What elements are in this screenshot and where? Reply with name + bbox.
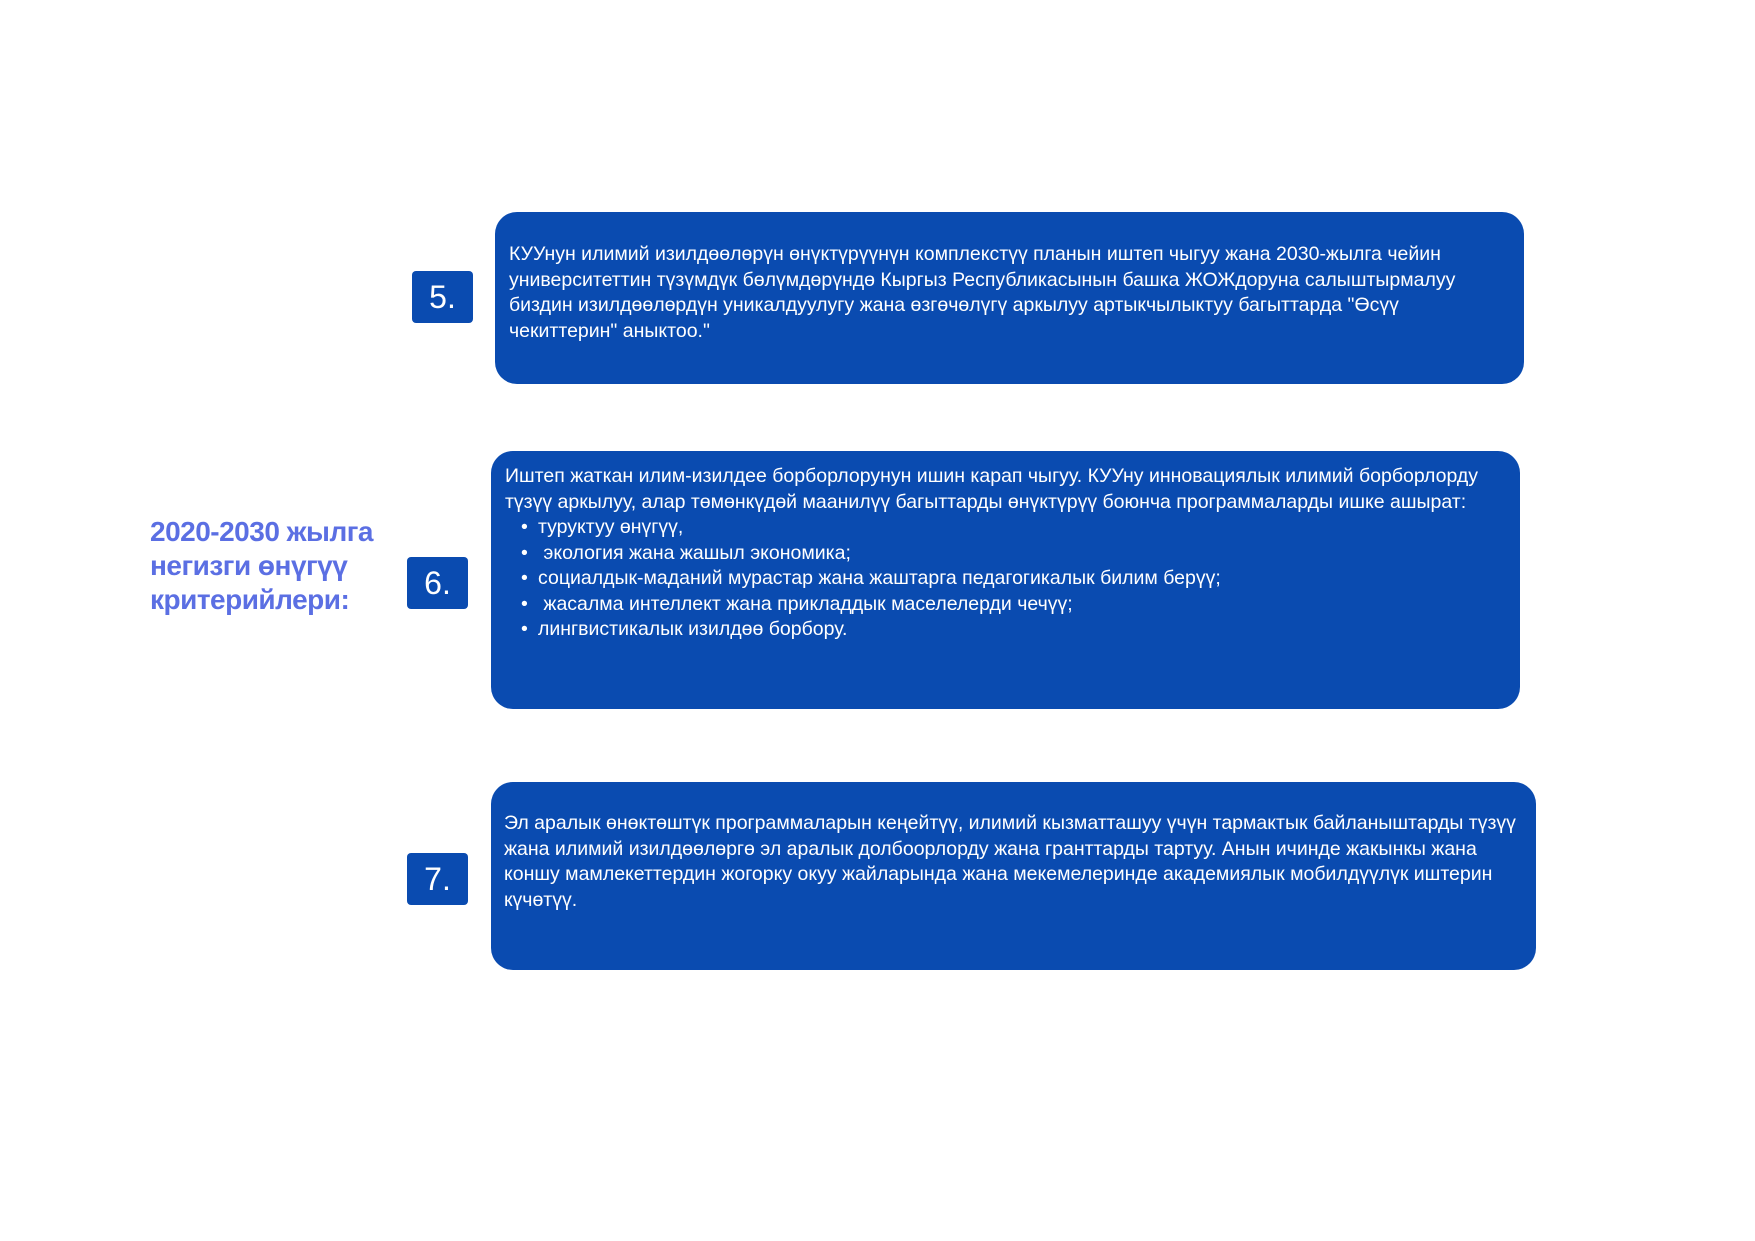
criterion-text-7: Эл аралык өнөктөштүк программаларын кеңейтүү, илимий кызматташуу үчүн тармактык байланыштарды түзүү жана илимий изилдөөлөргө эл аралык долбоорлорду жана гранттарды тартуу. Анын ичинде жакынкы жана коншу мамлекеттердин жогорку окуу жайларында жана мекемелеринде академиялык мобилдүүлүк иштерин күчөтүү. [504, 812, 1516, 911]
criterion-card-7 [491, 782, 1536, 970]
item-number-badge-7: 7. [407, 853, 468, 905]
section-title: 2020-2030 жылга негизги өнүгүү критерийлери: [150, 516, 373, 615]
bullet-item: • жасалма интеллект жана прикладдык маселелерди чечүү; [521, 592, 1502, 618]
bullet-item: • социалдык-маданий мурастар жана жаштарга педагогикалык билим берүү; [521, 566, 1502, 592]
item-number-badge-6: 6. [407, 557, 468, 609]
criterion-card-5 [495, 212, 1524, 384]
bullet-item: • лингвистикалык изилдөө борбору. [521, 617, 1502, 643]
bullet-item: • экология жана жашыл экономика; [521, 541, 1502, 567]
bullet-item: • туруктуу өнүгүү, [521, 515, 1502, 541]
criterion-text-5: КУУнун илимий изилдөөлөрүн өнүктүрүүнүн комплекстүү планын иштеп чыгуу жана 2030-жылга чейин университеттин түзүмдүк бөлүмдөрүндө Кыргыз Республикасынын башка ЖОЖдоруна салыштырмалуу биздин изилдөөлөрдүн уникалдуулугу жана өзгөчөлүгү аркылуу артыкчылыктуу багыттарда "Өсүү чекиттерин" аныктоо." [509, 243, 1456, 342]
criterion-text-6: Иштеп жаткан илим-изилдее борборлорунун ишин карап чыгуу. КУУну инновациялык илимий борборлорду түзүү аркылуу, алар төмөнкүдөй маанилүү багыттарды өнүктүрүү боюнча программаларды ишке ашырат: [505, 465, 1478, 513]
criterion-bullet-list-6 [505, 515, 1502, 643]
criterion-card-6 [491, 451, 1520, 709]
item-number-badge-5: 5. [412, 271, 473, 323]
